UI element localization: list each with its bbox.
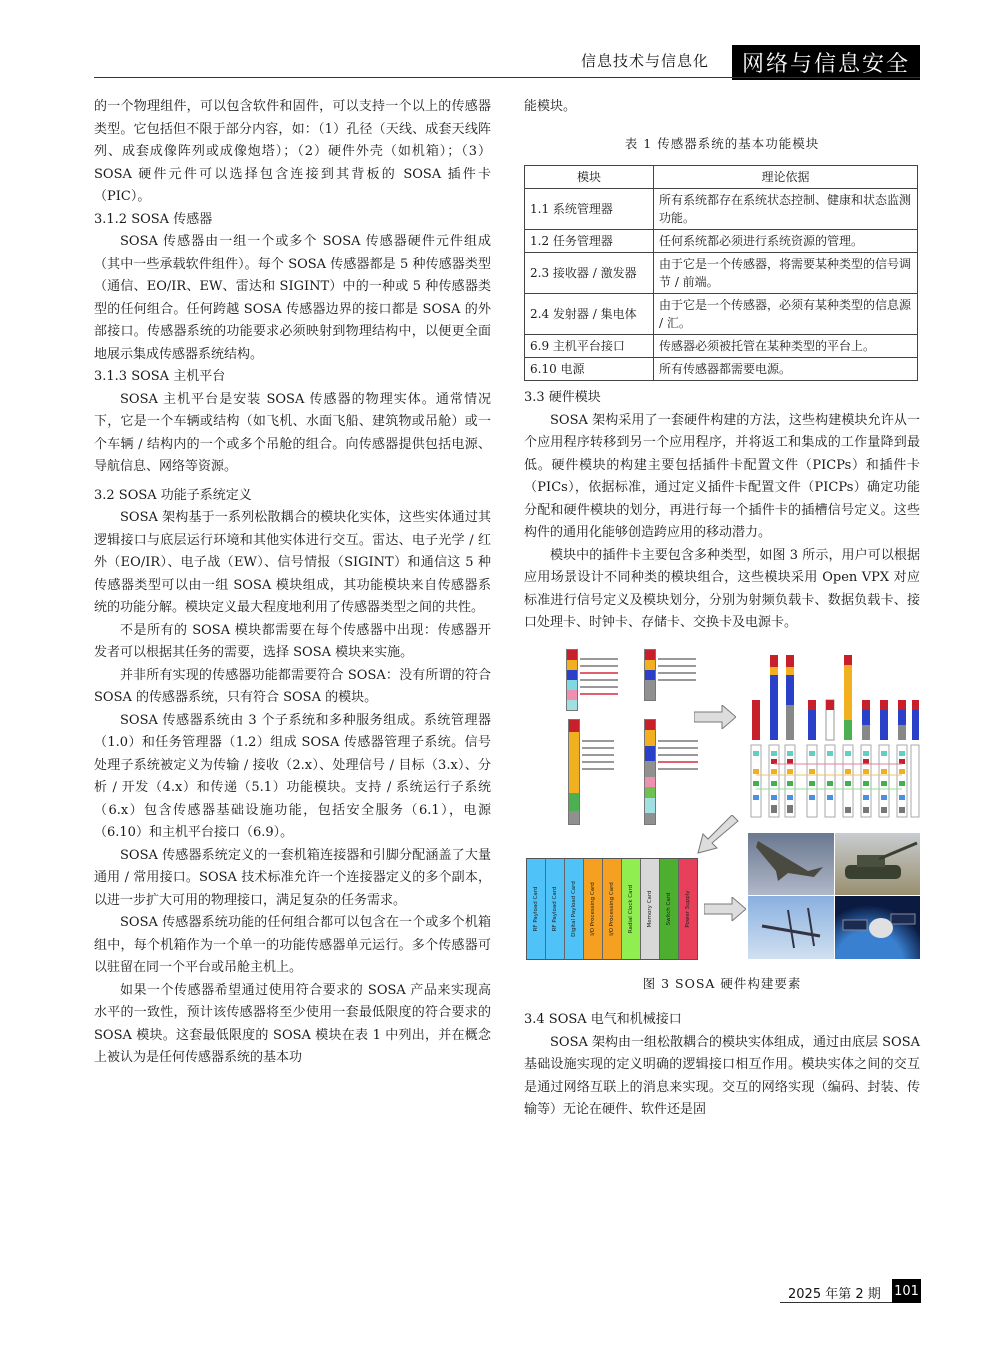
card-memory: Memory Card — [641, 859, 660, 959]
table-cell: 所有系统都存在系统状态控制、健康和状态监测功能。 — [654, 189, 918, 230]
table-cell: 2.4 发射器 / 集电体 — [525, 294, 654, 335]
table-cell: 所有传感器都需要电源。 — [654, 358, 918, 381]
table-cell: 传感器必须被托管在某种类型的平台上。 — [654, 335, 918, 358]
profile-stack — [566, 649, 578, 711]
profile-stack — [644, 719, 656, 825]
card-radial-clock: Radial Clock Card — [622, 859, 641, 959]
paragraph: SOSA 架构由一组松散耦合的模块实体组成，通过由底层 SOSA 基础设施实现的定义明确的逻辑接口相互作用。模块实体之间的交互是通过网络互联上的消息来实现。交互的网络实现（编码、封装、传输等）无论在硬件、软件还是固 — [524, 1034, 920, 1117]
arrow-right-icon — [694, 705, 736, 729]
paragraph: 并非所有实现的传感器功能都需要符合 SOSA：没有所谓的符合 SOSA 的传感器系统，只有符合 SOSA 的模块。 — [94, 667, 491, 705]
table-cell: 6.10 电源 — [525, 358, 654, 381]
table-caption: 表 1 传感器系统的基本功能模块 — [624, 135, 820, 151]
section-heading-3-2: 3.2 SOSA 功能子系统定义 — [94, 487, 252, 503]
tank-image — [835, 833, 921, 896]
table-1 — [524, 165, 918, 381]
fighter-jet-image — [748, 833, 834, 896]
section-title: 网络与信息安全 — [732, 45, 920, 80]
paragraph: SOSA 主机平台是安装 SOSA 传感器的物理实体。通常情况下，它是一个车辆或结构（如飞机、水面飞船、建筑物或吊舱）或一个车辆 / 结构内的一个或多个吊舱的组合。向传感器提供包括电源、导航信息、网络等资源。 — [94, 391, 491, 474]
paragraph: 的一个物理组件，可以包含软件和固件，可以支持一个以上的传感器类型。它包括但不限于部分内容，如：（1）孔径（天线、成套天线阵列、成套成像阵列或成像炮塔）；（2）硬件外壳（如机箱）；（3）SOSA 硬件元件可以选择包含连接到其背板的 SOSA 插件卡（PIC）。 — [94, 99, 491, 204]
paragraph: 不是所有的 SOSA 模块都需要在每个传感器中出现：传感器开发者可以根据其任务的需要，选择 SOSA 模块来实施。 — [94, 622, 491, 660]
paragraph: 模块中的插件卡主要包含多种类型，如图 3 所示，用户可以根据应用场景设计不同种类的模块组合，这些模块采用 Open VPX 对应标准进行信号定义及模块划分，分别为射频负载卡、数据负载卡、接口处理卡、时钟卡、存储卡、交换卡及电源卡。 — [524, 547, 920, 630]
card-rf-payload: RF Payload Card — [527, 859, 546, 959]
platform-photos — [748, 833, 920, 959]
paragraph: 能模块。 — [524, 99, 577, 114]
card-io-processing: I/O Processing Card — [584, 859, 603, 959]
table-row — [525, 335, 918, 358]
table-row — [525, 230, 918, 253]
table-header-cell: 理论依据 — [654, 166, 918, 189]
table-cell: 6.9 主机平台接口 — [525, 335, 654, 358]
issue-label: 2025 年第 2 期 — [788, 1287, 881, 1302]
table-cell: 1.2 任务管理器 — [525, 230, 654, 253]
card-digital-payload: Digital Payload Card — [565, 859, 584, 959]
section-heading-3-1-3: 3.1.3 SOSA 主机平台 — [94, 369, 226, 384]
profile-labels — [658, 735, 698, 775]
profile-stack — [644, 649, 656, 701]
table-header-cell: 模块 — [525, 166, 654, 189]
arrow-down-left-icon — [696, 815, 740, 855]
card-io-processing: I/O Processing Card — [603, 859, 622, 959]
right-column — [524, 96, 920, 1122]
paragraph: SOSA 架构基于一系列松散耦合的模块化实体，这些实体通过其逻辑接口与底层运行环境和其他实体进行交互。雷达、电子光学 / 红外（EO/IR）、电子战（EW）、信号情报（SIGINT）和通信这 5 种传感器类型可以由一组 SOSA 模块组成，其功能模块来自传感器系统的功能分解。模块定义最大程度地利用了传感器类型之间的共性。 — [94, 510, 491, 615]
figure-3 — [524, 645, 920, 965]
paragraph: SOSA 架构采用了一套硬件构建的方法，这些构建模块允许从一个应用程序转移到另一个应用程序，并将返工和集成的工作量降到最低。硬件模块的构建主要包括插件卡配置文件（PICPs）和插件卡（PICs），依据标准，通过定义插件卡配置文件（PICPs）确定功能分配和硬件模块的划分，再进行每一个插件卡的插槽信号定义。这些构件的通用化能够创造跨应用的移动潜力。 — [524, 412, 920, 540]
paragraph: 如果一个传感器希望通过使用符合要求的 SOSA 产品来实现高水平的一致性，预计该传感器将至少使用一套最低限度的符合要求的 SOSA 模块。这套最低限度的 SOSA 模块在表 1 中列出，并在概念上被认为是任何传感器系统的基本功 — [94, 982, 491, 1065]
profile-stack — [568, 719, 580, 825]
table-row — [525, 294, 918, 335]
section-heading-3-4: 3.4 SOSA 电气和机械接口 — [524, 1012, 682, 1027]
figure-caption: 图 3 SOSA 硬件构建要素 — [642, 975, 802, 991]
table-header-row — [525, 166, 918, 189]
table-cell: 由于它是一个传感器，将需要某种类型的信号调节 / 前端。 — [654, 253, 918, 294]
table-cell: 由于它是一个传感器，必须有某种类型的信息源 / 汇。 — [654, 294, 918, 335]
table-row — [525, 358, 918, 381]
card-rf-payload: RF Payload Card — [546, 859, 565, 959]
header-divider — [94, 77, 920, 78]
plug-in-card-set — [526, 858, 698, 960]
table-cell: 1.1 系统管理器 — [525, 189, 654, 230]
table-cell: 2.3 接收器 / 激发器 — [525, 253, 654, 294]
card-switch: Switch Card — [660, 859, 679, 959]
table-row — [525, 189, 918, 230]
paragraph: SOSA 传感器系统由 3 个子系统和多种服务组成。系统管理器（1.0）和任务管理器（1.2）组成 SOSA 传感器管理子系统。信号处理子系统被定义为传输 / 接收（2.x）、处理信号 / 目标（3.x）、分析 / 开发（4.x）和传递（5.1）功能模块。支持 / 系统运行子系统（6.x）包含传感器基础设施功能，包括安全服务（6.1），电源（6.10）和主机平台接口（6.9）。 — [94, 712, 491, 840]
profile-labels — [580, 653, 618, 700]
card-power-supply: Power Supply — [679, 859, 697, 959]
paragraph: SOSA 传感器系统定义的一套机箱连接器和引脚分配涵盖了大量通用 / 常用接口。SOSA 技术标准允许一个连接器定义的多个副本，以进一步扩大可用的物理接口，满足复杂的任务需求。 — [94, 847, 491, 908]
arrow-right-icon — [704, 897, 746, 921]
paragraph: SOSA 传感器由一组一个或多个 SOSA 传感器硬件元件组成（其中一些承载软件组件）。每个 SOSA 传感器都是 5 种传感器类型（通信、EO/IR、EW、雷达和 SIGINT）中的一种或 5 种传感器类型的任何组合。任何跨越 SOSA 传感器边界的接口都是 SOSA 的外部接口。传感器系统的功能要求必须映射到物理结构中，以便更全面地展示集成传感器系统结构。 — [94, 234, 491, 362]
journal-name: 信息技术与信息化 — [581, 52, 710, 70]
table-cell: 任何系统都必须进行系统资源的管理。 — [654, 230, 918, 253]
tiltrotor-aircraft-image — [748, 896, 834, 959]
space-station-image — [835, 896, 921, 959]
chassis-configuration-diagram — [734, 645, 920, 820]
footer-divider — [780, 1302, 892, 1303]
section-heading-3-3: 3.3 硬件模块 — [524, 390, 601, 405]
table-row — [525, 253, 918, 294]
paragraph: SOSA 传感器系统功能的任何组合都可以包含在一个或多个机箱组中，每个机箱作为一个单一的功能传感器单元运行。多个传感器可以驻留在同一个平台或吊舱主机上。 — [94, 915, 491, 975]
left-column — [94, 96, 491, 1070]
page-number: 101 — [892, 1279, 921, 1303]
profile-labels — [582, 735, 614, 775]
profile-labels — [658, 653, 696, 686]
section-heading-3-1-2: 3.1.2 SOSA 传感器 — [94, 211, 213, 227]
